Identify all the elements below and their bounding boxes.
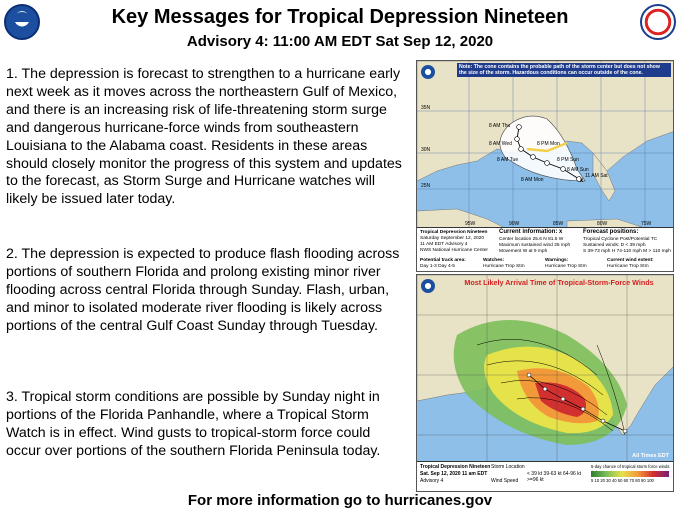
wind-legend-advisory: Advisory 4 <box>420 478 444 484</box>
legend-movement: Movement W at 9 mph <box>499 249 548 254</box>
cone-note: Note: The cone contains the probable path of the storm center but does not show the size of the storm. Hazardous conditions can occur outside of the cone. <box>457 63 671 77</box>
wind-legend-prob-title: 5-day chance of tropical storm force winds <box>591 464 670 469</box>
legend-storm-name: Tropical Depression Nineteen <box>420 230 488 235</box>
wind-map-graphic <box>417 275 674 463</box>
lon-label-95w: 95W <box>465 221 476 227</box>
current-position-marker: x <box>580 178 584 184</box>
page-title: Key Messages for Tropical Depression Nineteen <box>111 6 569 28</box>
key-message-2: 2. The depression is expected to produce flash flooding across portions of southern Florida and prolong existing minor river flooding across central Florida through Sunday. Flash, urban, and minor to isolated moderate river flooding is likely across portions of the central Gulf Coast Sunday through Tuesday. <box>6 246 400 334</box>
legend-center: NWS National Hurricane Center <box>420 248 488 253</box>
legend-forecast-items: Tropical Cyclone Post/Potential TC <box>583 237 658 242</box>
prob-color-scale <box>591 471 669 477</box>
wind-legend <box>417 461 673 491</box>
track-label-8pm-mon: 8 PM Mon <box>537 141 560 147</box>
legend-center-location: Center location 25.6 N 81.5 W <box>499 237 564 242</box>
wind-legend-storm-location: Storm Location <box>491 464 525 470</box>
footer-link-text: For more information go to hurricanes.gov <box>187 492 493 509</box>
advisory-subtitle: Advisory 4: 11:00 AM EDT Sat Sep 12, 2020 <box>186 33 494 50</box>
lat-label-30n: 30N <box>421 147 431 153</box>
track-label-wed: 8 AM Wed <box>489 141 512 147</box>
legend-extent-items: Hurricane Trop Stm <box>607 264 649 269</box>
forecast-cone-map <box>416 60 674 272</box>
cone-legend <box>417 227 673 271</box>
all-times-label: All Times EDT <box>632 453 669 459</box>
noaa-small-logo <box>421 65 435 79</box>
legend-categories: S 39-73 mph H 74-110 mph M > 110 mph <box>583 249 671 254</box>
lon-label-90w: 90W <box>509 221 520 227</box>
wind-legend-storm: Tropical Depression Nineteen <box>420 464 491 470</box>
wind-legend-wind-speed: Wind Speed <box>491 478 519 484</box>
track-label-8am-sun: 8 AM Sun <box>567 167 589 173</box>
legend-warnings: Warnings: <box>545 258 569 263</box>
track-label-8pm-sun: 8 PM Sun <box>557 157 579 163</box>
key-message-1: 1. The depression is forecast to strengthen to a hurricane early next week as it moves across the northeastern Gulf of Mexico, and there is an increasing risk of life-threatening storm surge and dangerous hurricane-force winds from southeastern Louisiana to the Alabama coast. Residents in these areas should closely monitor the progress of this system and updates to the forecast, as Storm Surge and Hurricane watches will likely be issued later today. <box>6 66 402 208</box>
wind-legend-wind-items: < 39 kt 39-63 kt 64-96 kt >=96 kt <box>527 471 582 483</box>
legend-sustained: Sustained winds: D < 39 mph <box>583 243 646 248</box>
legend-max-wind: Maximum sustained wind 35 mph <box>499 243 571 248</box>
legend-forecast-title: Forecast positions: <box>583 229 639 235</box>
wind-legend-prob-scale: 5 10 20 30 40 50 60 70 80 90 100 <box>591 478 654 483</box>
legend-advisory: 11 AM EDT Advisory 4 <box>420 242 468 247</box>
lon-label-75w: 75W <box>641 221 652 227</box>
legend-watch-items: Hurricane Trop Stm <box>483 264 525 269</box>
lat-label-25n: 25N <box>421 183 431 189</box>
track-label-11am-sat: 11 AM Sat <box>585 173 608 179</box>
legend-wind-extent: Current wind extent: <box>607 258 654 263</box>
lon-label-85w: 85W <box>553 221 564 227</box>
lat-label-35n: 35N <box>421 105 431 111</box>
key-message-3: 3. Tropical storm conditions are possible by Sunday night in portions of the Florida Panhandle, where a Tropical Storm Watch is in effect. Wind gusts to tropical-storm force could occur over portions of the southern Florida Peninsula today. <box>6 389 381 459</box>
track-label-thu: 8 AM Thu <box>489 123 511 129</box>
track-label-mon: 8 AM Mon <box>521 177 544 183</box>
lon-label-80w: 80W <box>597 221 608 227</box>
wind-legend-date: Sat. Sep 12, 2020 11 am EDT <box>420 471 488 477</box>
legend-date: Saturday September 12, 2020 <box>420 236 485 241</box>
legend-current-info-title: Current information: x <box>499 229 563 235</box>
legend-watches: Watches: <box>483 258 505 263</box>
wind-arrival-map <box>416 274 674 492</box>
wind-map-title: Most Likely Arrival Time of Tropical-Storm-Force Winds <box>464 278 654 287</box>
mexico-landmass <box>417 209 507 229</box>
legend-track-area: Potential track area: <box>420 258 466 263</box>
legend-day-labels: Day 1-3 Day 4-5 <box>420 264 455 269</box>
legend-warning-items: Hurricane Trop Stm <box>545 264 587 269</box>
track-label-tue: 8 AM Tue <box>497 157 519 163</box>
noaa-small-logo-2 <box>421 279 435 293</box>
